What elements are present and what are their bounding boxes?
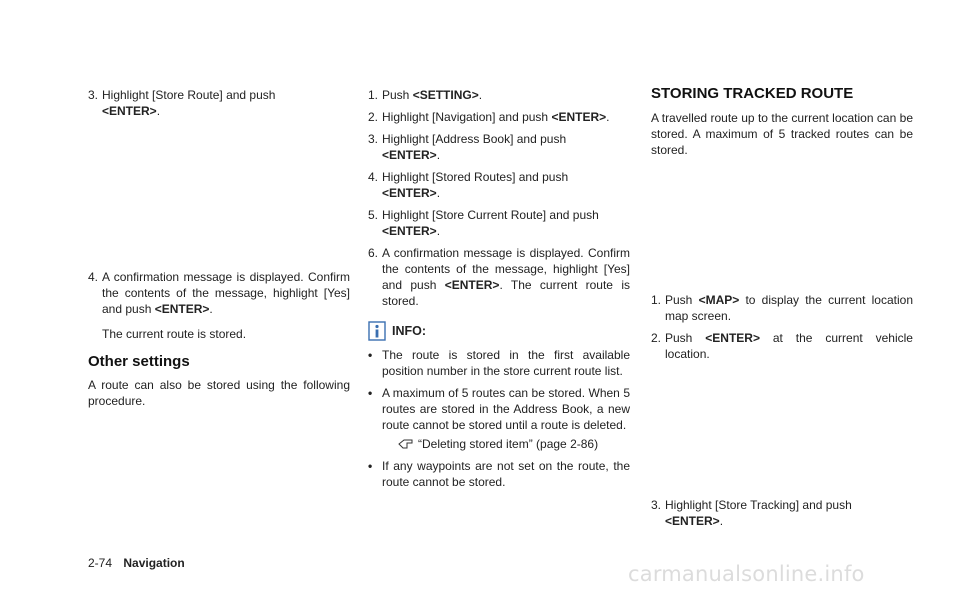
route-stored-note: The current route is stored.	[102, 327, 247, 341]
bullet-text: If any waypoints are not set on the route, the route cannot be stored.	[382, 459, 630, 489]
page-footer	[88, 555, 185, 571]
bullet-dot: •	[368, 459, 373, 473]
step-1-map	[651, 292, 913, 324]
tracked-route-paragraph: A travelled route up to the current location can be stored. A maximum of 5 tracked routes can be stored.	[651, 111, 913, 157]
column-left-lower	[88, 269, 350, 409]
enter-key-label: <ENTER>	[705, 331, 760, 345]
step-tail: .	[436, 186, 441, 200]
info-label: INFO:	[392, 324, 427, 338]
info-header	[368, 321, 630, 341]
step-tail: .	[606, 110, 610, 124]
enter-key-label: <ENTER>	[551, 110, 607, 124]
step-text: Highlight [Store Tracking] and push	[665, 498, 852, 512]
step-text: Highlight [Store Route] and push	[102, 88, 276, 102]
info-bullet	[368, 458, 630, 490]
step-number: 1.	[368, 88, 379, 102]
info-icon	[368, 321, 386, 341]
step-number: 4.	[88, 270, 99, 284]
enter-key-label: <ENTER>	[102, 104, 157, 118]
step-text: Push	[665, 331, 693, 345]
pointing-hand-icon	[398, 438, 414, 450]
step-number: 2.	[368, 110, 379, 124]
step-text: Highlight [Stored Routes] and push	[382, 170, 569, 184]
column-right	[651, 84, 913, 158]
step-tail: .	[436, 224, 441, 238]
step-tail: at the current vehicle location.	[665, 331, 913, 361]
step-4-stored-routes	[368, 169, 630, 201]
step-text: A confirmation message is displayed. Confirm the contents of the message, highlight [Yes] and push	[102, 270, 350, 316]
column-left	[88, 87, 350, 119]
map-key-label: <MAP>	[698, 293, 740, 307]
step-6-confirm	[368, 245, 630, 309]
step-number: 1.	[651, 293, 662, 307]
enter-key-label: <ENTER>	[382, 148, 437, 162]
enter-key-label: <ENTER>	[382, 186, 437, 200]
step-number: 3.	[651, 498, 662, 512]
column-middle	[368, 87, 630, 490]
step-2-navigation	[368, 109, 630, 125]
step-tail: . The current route is stored.	[382, 278, 630, 308]
page-reference[interactable]	[396, 436, 630, 452]
step-3-store-tracking	[651, 497, 913, 529]
setting-key-label: <SETTING>	[412, 88, 479, 102]
step-3-store-route	[88, 87, 350, 119]
step-tail: .	[478, 88, 483, 102]
step-text: A confirmation message is displayed. Confirm the contents of the message, highlight [Yes] and push	[382, 246, 630, 292]
bullet-text: The route is stored in the first available position number in the store current route list.	[382, 348, 630, 378]
bullet-dot: •	[368, 348, 373, 362]
step-text: Push	[382, 88, 410, 102]
step-number: 3.	[88, 88, 99, 102]
enter-key-label: <ENTER>	[382, 224, 437, 238]
step-number: 6.	[368, 246, 379, 260]
info-bullet	[368, 385, 630, 452]
section-name: Navigation	[123, 556, 185, 570]
step-5-store-current-route	[368, 207, 630, 239]
step-1-setting	[368, 87, 630, 103]
column-right-steps	[651, 292, 913, 362]
info-bullet	[368, 347, 630, 379]
step-number: 2.	[651, 331, 662, 345]
page-number: 2-74	[88, 556, 113, 570]
section-heading-storing-tracked-route: STORING TRACKED ROUTE	[651, 85, 854, 102]
step-3-address-book	[368, 131, 630, 163]
section-heading-other-settings: Other settings	[88, 353, 190, 370]
step-tail: .	[156, 104, 161, 118]
enter-key-label: <ENTER>	[665, 514, 720, 528]
step-number: 3.	[368, 132, 379, 146]
bullet-dot: •	[368, 386, 373, 400]
step-text: Highlight [Address Book] and push	[382, 132, 567, 146]
step-number: 4.	[368, 170, 379, 184]
step-text: Highlight [Store Current Route] and push	[382, 208, 599, 222]
step-tail: .	[436, 148, 441, 162]
bullet-text: A maximum of 5 routes can be stored. When 5 routes are stored in the Address Book, a new route cannot be stored until a route is deleted.	[382, 386, 630, 432]
column-right-lower	[651, 497, 913, 529]
other-settings-paragraph: A route can also be stored using the following procedure.	[88, 378, 350, 408]
watermark-text: carmanualsonline.info	[628, 562, 865, 586]
step-text: Push	[665, 293, 693, 307]
enter-key-label: <ENTER>	[154, 302, 210, 316]
enter-key-label: <ENTER>	[444, 278, 500, 292]
reference-text: “Deleting stored item” (page 2-86)	[418, 437, 599, 451]
step-text: Highlight [Navigation] and push	[382, 110, 549, 124]
step-tail: .	[209, 302, 213, 316]
step-tail: to display the current location map screen.	[665, 293, 913, 323]
step-2-enter	[651, 330, 913, 362]
step-4-confirm	[88, 269, 350, 317]
step-number: 5.	[368, 208, 379, 222]
step-tail: .	[719, 514, 724, 528]
